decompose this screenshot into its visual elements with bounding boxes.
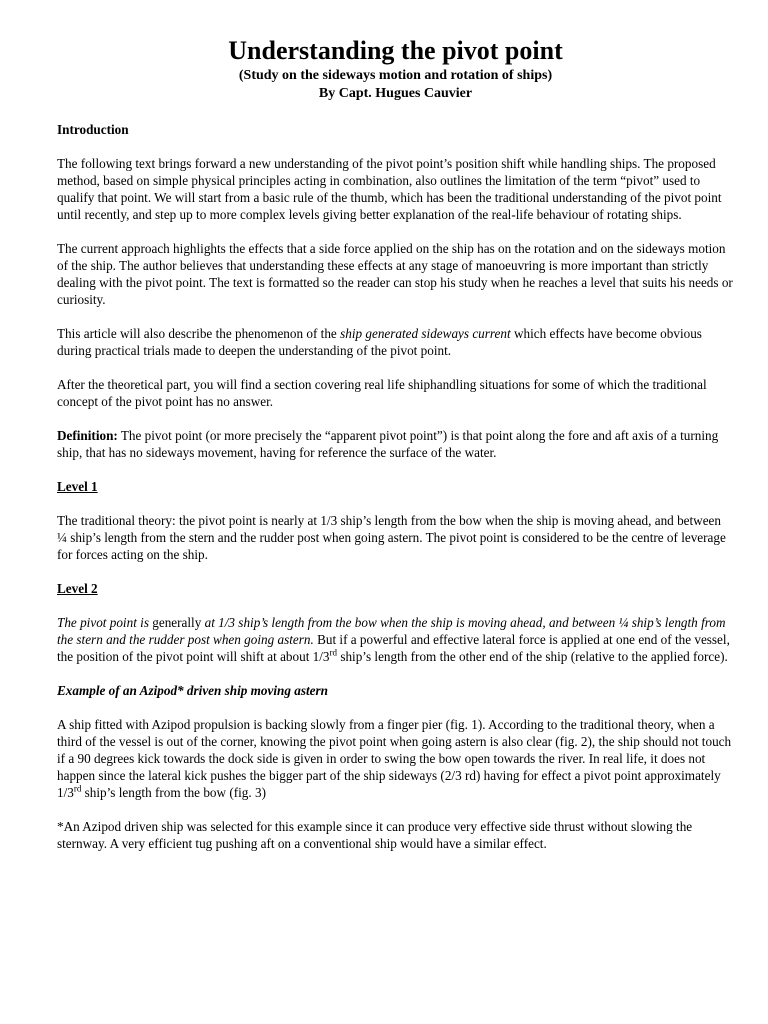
- example-plain-2: ship’s length from the bow (fig. 3): [81, 785, 266, 800]
- page-title: Understanding the pivot point: [228, 36, 563, 65]
- level-2-plain-1: generally: [148, 615, 205, 630]
- example-superscript: rd: [73, 783, 82, 794]
- definition-text: The pivot point (or more precisely the “apparent pivot point”) is that point along the fore and aft axis of a turning ship, that has no sideways movement, having for reference the surface of the water.: [57, 428, 719, 460]
- page-subtitle: (Study on the sideways motion and rotation of ships): [238, 68, 553, 83]
- intro-paragraph-3: [57, 325, 734, 359]
- level-2-superscript: rd: [329, 647, 338, 658]
- intro-paragraph-1: The following text brings forward a new understanding of the pivot point’s position shift while handling ships. The proposed method, based on simple physical principles acting in combination, also outlines the limitation of the term “pivot” used to qualify that point. We will start from a basic rule of the thumb, which has been the traditional understanding of the pivot point until recently, and step up to more complex levels giving better explanation of the real-life behaviour of rotating ships.: [57, 156, 722, 222]
- level-1-paragraph: The traditional theory: the pivot point is nearly at 1/3 ship’s length from the bow when the ship is moving ahead, and between ¼ ship’s length from the stern and the rudder post when going astern. The pivot point is considered to be the centre of leverage for forces acting on the ship.: [57, 513, 726, 562]
- level-2-plain-3: ship’s length from the other end of the ship (relative to the applied force).: [337, 649, 728, 664]
- definition-paragraph: [57, 427, 734, 461]
- example-plain-1: A ship fitted with Azipod propulsion is backing slowly from a finger pier (fig. 1). According to the traditional theory, when a third of the vessel is out of the corner, knowing the pivot point when going astern is also clear (fig. 2), the ship should not touch if a 90 degrees kick towards the dock side is given in order to swing the bow open towards the river. In real life, it does not happen since the lateral kick pushes the bigger part of the ship sideways (2/3 rd) having for effect a pivot point approximately 1/3: [57, 717, 732, 800]
- introduction-heading: Introduction: [57, 122, 129, 137]
- intro-p3-text-after: which effects have become obvious during practical trials made to deepen the understanding of the pivot point.: [57, 326, 702, 358]
- level-2-italic-2: at 1/3 ship’s length from the bow when the ship is moving ahead, and between ¼ ship’s length from the stern and the rudder post when going astern.: [57, 615, 726, 647]
- intro-paragraph-2: The current approach highlights the effects that a side force applied on the ship has on the rotation and on the sideways motion of the ship. The author believes that understanding these effects at any stage of manoeuvring is more important than strictly dealing with the pivot point. The text is formatted so the reader can stop his study when he reaches a level that suits his needs or curiosity.: [57, 241, 733, 307]
- level-2-paragraph: [57, 614, 734, 665]
- level-2-heading: Level 2: [57, 581, 98, 596]
- level-2-plain-2: But if a powerful and effective lateral force is applied at one end of the vessel, the position of the pivot point will shift at about 1/3: [57, 632, 730, 664]
- example-paragraph: [57, 716, 734, 801]
- intro-p3-text-before: This article will also describe the phenomenon of the: [57, 326, 341, 341]
- author-byline: By Capt. Hugues Cauvier: [318, 86, 473, 101]
- example-heading: Example of an Azipod* driven ship moving astern: [57, 683, 328, 698]
- footnote-paragraph: *An Azipod driven ship was selected for this example since it can produce very effective side thrust without slowing the sternway. A very efficient tug pushing aft on a conventional ship would have a similar effect.: [57, 819, 693, 851]
- intro-paragraph-4: After the theoretical part, you will find a section covering real life shiphandling situations for some of which the traditional concept of the pivot point has no answer.: [57, 377, 707, 409]
- level-2-italic-1: The pivot point is: [57, 615, 149, 630]
- intro-p3-emphasis: ship generated sideways current: [340, 326, 511, 341]
- level-1-heading: Level 1: [57, 479, 98, 494]
- definition-label: Definition:: [57, 428, 118, 443]
- title-block: [57, 0, 734, 103]
